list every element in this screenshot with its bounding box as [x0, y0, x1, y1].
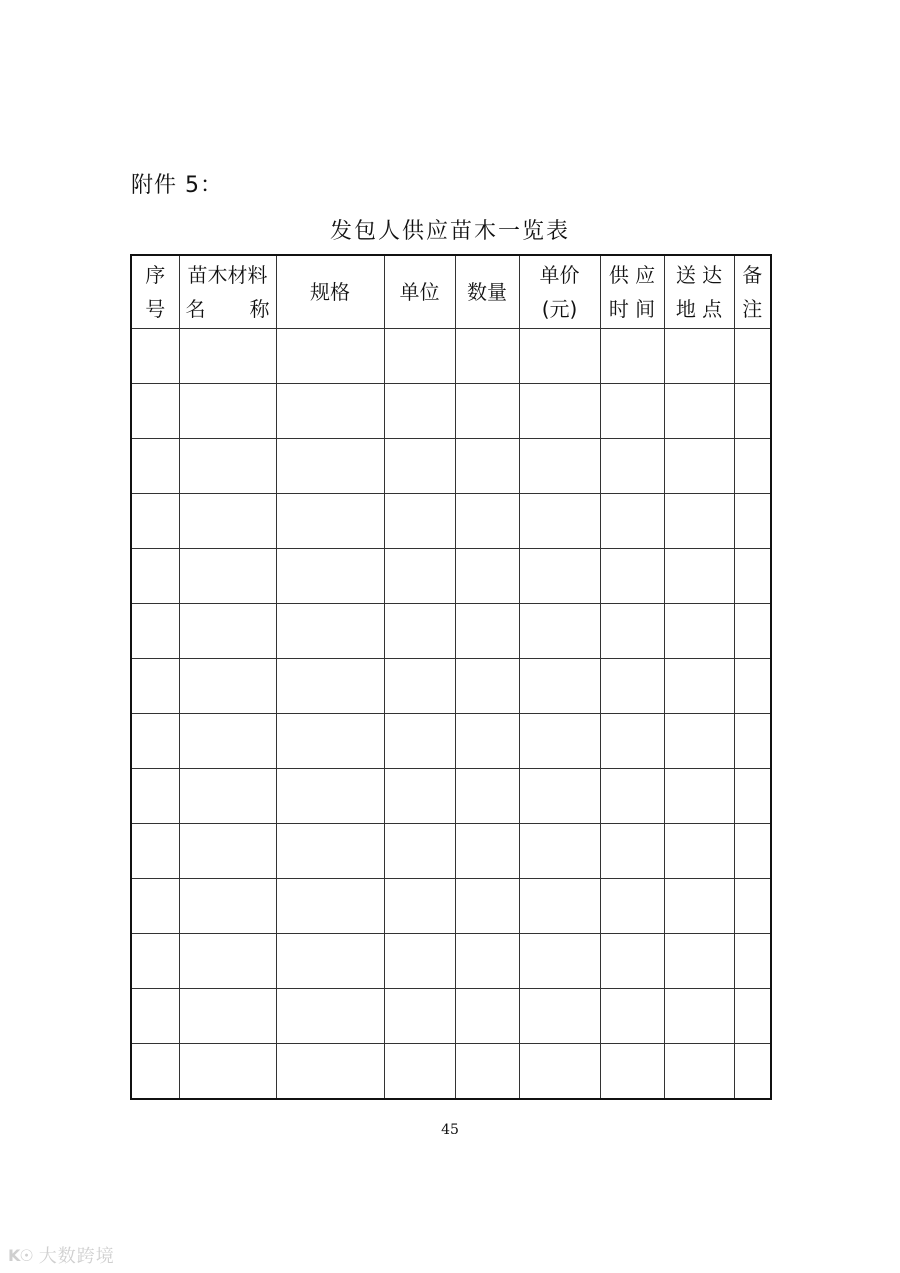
table-cell [131, 934, 179, 989]
table-cell [276, 549, 384, 604]
table-cell [455, 1044, 519, 1100]
table-cell [179, 714, 276, 769]
table-cell [384, 604, 455, 659]
table-cell [600, 659, 664, 714]
table-row [131, 934, 771, 989]
table-cell [664, 879, 734, 934]
table-cell [519, 549, 600, 604]
table-cell [384, 989, 455, 1044]
table-cell [276, 989, 384, 1044]
table-cell [384, 439, 455, 494]
table-cell [664, 549, 734, 604]
table-cell [276, 934, 384, 989]
table-cell [131, 494, 179, 549]
table-cell [664, 494, 734, 549]
table-cell [734, 714, 771, 769]
table-cell [664, 824, 734, 879]
table-cell [519, 879, 600, 934]
table-cell [384, 659, 455, 714]
table-cell [600, 879, 664, 934]
table-cell [455, 824, 519, 879]
table-cell [131, 714, 179, 769]
table-cell [384, 769, 455, 824]
table-cell [276, 659, 384, 714]
table-cell [734, 549, 771, 604]
watermark-text: 大数跨境 [38, 1246, 115, 1267]
table-cell [600, 604, 664, 659]
table-cell [734, 604, 771, 659]
table-cell [519, 604, 600, 659]
table-cell [519, 384, 600, 439]
table-cell [276, 384, 384, 439]
table-cell [455, 879, 519, 934]
table-row [131, 439, 771, 494]
page-number: 45 [441, 1122, 459, 1138]
table-cell [131, 879, 179, 934]
table-row [131, 769, 771, 824]
table-cell [455, 769, 519, 824]
table-cell [455, 604, 519, 659]
table-cell [179, 1044, 276, 1100]
table-cell [455, 329, 519, 384]
table-row [131, 659, 771, 714]
table-row [131, 329, 771, 384]
table-cell [455, 439, 519, 494]
header-unit-price: 单价 (元) [519, 255, 600, 329]
table-cell [455, 384, 519, 439]
table-row [131, 1044, 771, 1100]
table-cell [179, 879, 276, 934]
table-cell [664, 659, 734, 714]
table-cell [519, 439, 600, 494]
table-cell [600, 329, 664, 384]
table-cell [179, 549, 276, 604]
table-cell [276, 329, 384, 384]
header-remarks: 备 注 [734, 255, 771, 329]
table-cell [131, 604, 179, 659]
header-quantity: 数量 [455, 255, 519, 329]
table-cell [734, 769, 771, 824]
table-cell [179, 384, 276, 439]
table-cell [734, 989, 771, 1044]
document-title: 发包人供应苗木一览表 [329, 219, 570, 244]
table-cell [734, 824, 771, 879]
table-cell [600, 384, 664, 439]
table-cell [519, 329, 600, 384]
table-cell [276, 824, 384, 879]
table-cell [600, 824, 664, 879]
table-cell [734, 934, 771, 989]
table-cell [664, 714, 734, 769]
table-cell [384, 879, 455, 934]
table-cell [455, 494, 519, 549]
table-cell [179, 989, 276, 1044]
table-cell [734, 439, 771, 494]
table-cell [455, 549, 519, 604]
table-row [131, 824, 771, 879]
table-cell [664, 989, 734, 1044]
table-header-row [131, 255, 771, 329]
table-cell [664, 934, 734, 989]
table-cell [131, 439, 179, 494]
header-spec: 规格 [276, 255, 384, 329]
table-cell [519, 934, 600, 989]
table-cell [664, 439, 734, 494]
header-delivery-location: 送 达 地 点 [664, 255, 734, 329]
table-cell [519, 659, 600, 714]
table-cell [384, 494, 455, 549]
attachment-label: 附件 5： [131, 173, 223, 198]
table-row [131, 384, 771, 439]
table-cell [276, 769, 384, 824]
table-row [131, 604, 771, 659]
watermark-logo-icon: K☉ [8, 1245, 33, 1265]
header-unit: 单位 [384, 255, 455, 329]
table-cell [664, 384, 734, 439]
table-cell [179, 329, 276, 384]
table-cell [519, 1044, 600, 1100]
table-cell [734, 494, 771, 549]
table-row [131, 714, 771, 769]
table-cell [734, 1044, 771, 1100]
table-row [131, 989, 771, 1044]
table-cell [455, 714, 519, 769]
supply-table [130, 254, 772, 1100]
table-cell [600, 934, 664, 989]
table-cell [664, 1044, 734, 1100]
table-cell [519, 494, 600, 549]
table-cell [600, 769, 664, 824]
table-cell [519, 824, 600, 879]
table-cell [519, 989, 600, 1044]
table-cell [179, 604, 276, 659]
table-cell [384, 384, 455, 439]
table-cell [384, 549, 455, 604]
table-cell [384, 824, 455, 879]
table-cell [455, 659, 519, 714]
table-row [131, 879, 771, 934]
table-cell [384, 714, 455, 769]
table-cell [384, 934, 455, 989]
table-cell [600, 989, 664, 1044]
table-row [131, 494, 771, 549]
table-cell [276, 439, 384, 494]
table-cell [600, 714, 664, 769]
table-cell [600, 439, 664, 494]
table-cell [664, 769, 734, 824]
table-cell [179, 769, 276, 824]
table-cell [734, 879, 771, 934]
table-cell [276, 604, 384, 659]
table-cell [131, 329, 179, 384]
table-cell [131, 659, 179, 714]
table-cell [600, 1044, 664, 1100]
table-cell [131, 549, 179, 604]
table-cell [131, 1044, 179, 1100]
table-cell [276, 879, 384, 934]
table-cell [519, 714, 600, 769]
table-cell [664, 329, 734, 384]
table-cell [276, 494, 384, 549]
table-cell [734, 384, 771, 439]
table-cell [455, 989, 519, 1044]
table-cell [600, 494, 664, 549]
table-cell [384, 329, 455, 384]
table-cell [179, 934, 276, 989]
table-cell [519, 769, 600, 824]
header-material-name: 苗木材料 名 称 [179, 255, 276, 329]
table-cell [179, 659, 276, 714]
table-cell [131, 769, 179, 824]
table-cell [276, 1044, 384, 1100]
table-cell [664, 604, 734, 659]
table-body [131, 329, 771, 1100]
table-row [131, 549, 771, 604]
table-cell [734, 659, 771, 714]
table-cell [179, 824, 276, 879]
table-cell [455, 934, 519, 989]
table-cell [600, 549, 664, 604]
table-cell [384, 1044, 455, 1100]
table-cell [276, 714, 384, 769]
table-cell [734, 329, 771, 384]
table-cell [179, 439, 276, 494]
table-cell [179, 494, 276, 549]
header-supply-time: 供 应 时 间 [600, 255, 664, 329]
watermark [8, 1242, 115, 1268]
table-cell [131, 384, 179, 439]
table-cell [131, 989, 179, 1044]
table-cell [131, 824, 179, 879]
header-serial: 序 号 [131, 255, 179, 329]
